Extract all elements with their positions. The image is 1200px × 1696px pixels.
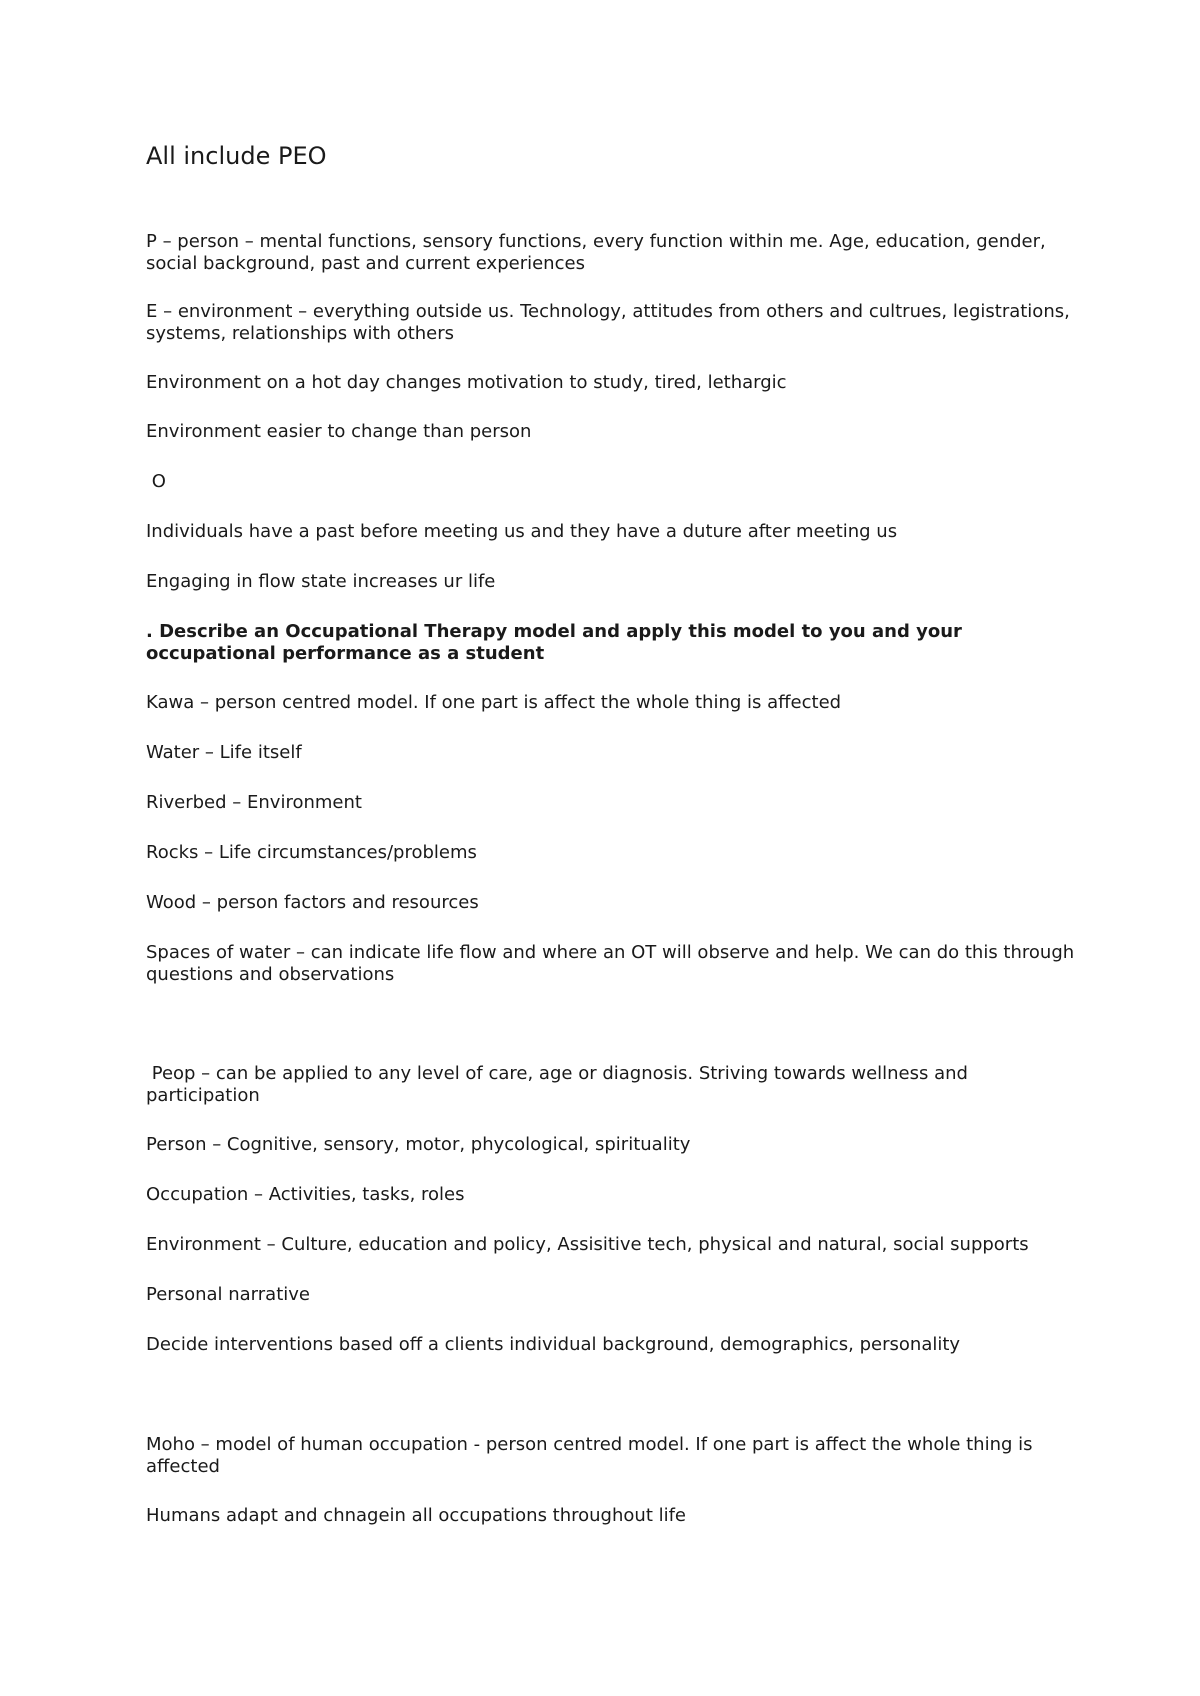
paragraph-peop-person: Person – Cognitive, sensory, motor, phycological, spirituality [146,1134,691,1155]
paragraph-environment: E – environment – everything outside us. Technology, attitudes from others and cultrues, legistrations, systems, relationships with others [146,301,1070,344]
question-heading: . Describe an Occupational Therapy model and apply this model to you and your occupational performance as a student [146,621,962,664]
paragraph-peop-occupation: Occupation – Activities, tasks, roles [146,1184,465,1205]
paragraph-spaces-of-water: Spaces of water – can indicate life flow and where an OT will observe and help. We can do this through questions and observations [146,942,1075,985]
paragraph-hot-day: Environment on a hot day changes motivation to study, tired, lethargic [146,372,787,393]
paragraph-o: O [146,471,166,492]
paragraph-kawa: Kawa – person centred model. If one part is affect the whole thing is affected [146,692,842,713]
paragraph-water: Water – Life itself [146,742,302,763]
paragraph-peop-environment: Environment – Culture, education and policy, Assisitive tech, physical and natural, social supports [146,1234,1029,1255]
paragraph-flow-state: Engaging in flow state increases ur life [146,571,496,592]
paragraph-riverbed: Riverbed – Environment [146,792,362,813]
paragraph-decide-interventions: Decide interventions based off a clients individual background, demographics, personality [146,1334,961,1355]
paragraph-rocks: Rocks – Life circumstances/problems [146,842,477,863]
document-title: All include PEO [146,142,327,170]
paragraph-person: P – person – mental functions, sensory functions, every function within me. Age, education, gender, social background, past and current experiences [146,231,1046,274]
paragraph-moho: Moho – model of human occupation - person centred model. If one part is affect the whole thing is affected [146,1434,1033,1477]
paragraph-peop: Peop – can be applied to any level of care, age or diagnosis. Striving towards wellness and participation [146,1063,974,1106]
paragraph-humans-adapt: Humans adapt and chnagein all occupations throughout life [146,1505,687,1526]
paragraph-individuals-past: Individuals have a past before meeting us and they have a duture after meeting us [146,521,898,542]
paragraph-personal-narrative: Personal narrative [146,1284,310,1305]
paragraph-wood: Wood – person factors and resources [146,892,479,913]
paragraph-easier-to-change: Environment easier to change than person [146,421,532,442]
